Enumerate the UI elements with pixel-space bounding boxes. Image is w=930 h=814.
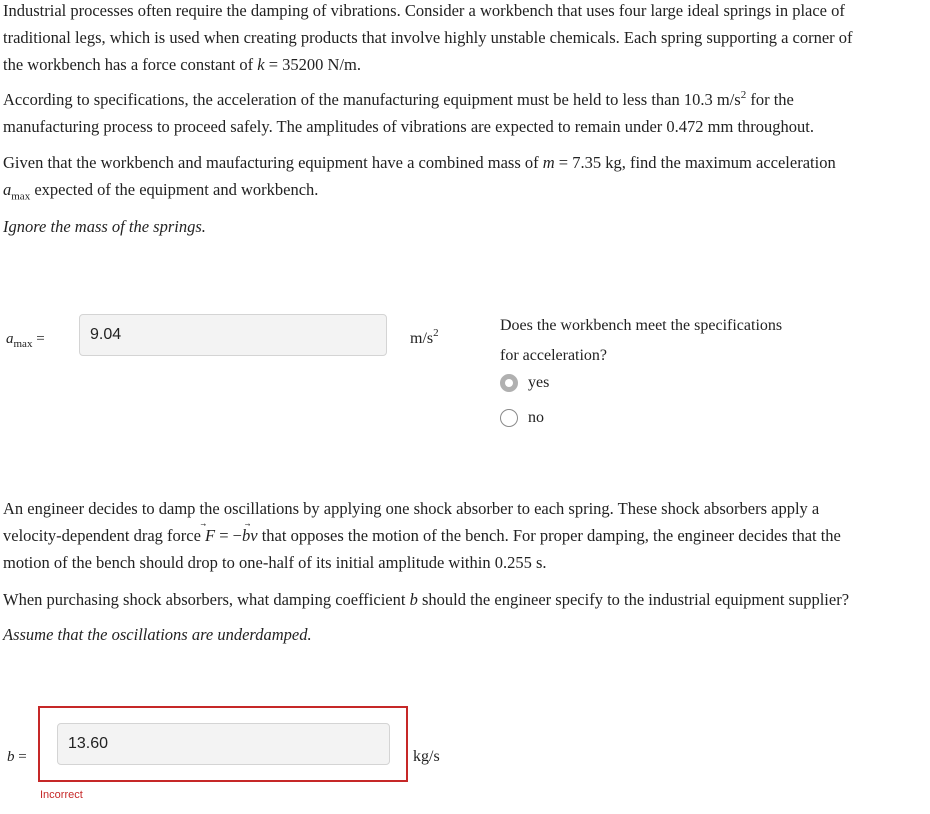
spec-paragraph: According to specifications, the acceleration of the manufacturing equipment must be held to less than 10.3 $m/s^2$ for the manufacturing process to proceed safely. The amplitudes of vibrations are expected to remain under 0.472 mm throughout.	[3, 88, 815, 136]
radio-unselected-icon[interactable]	[500, 409, 518, 427]
incorrect-status: Incorrect	[40, 789, 83, 801]
intro-line: Industrial processes often require the damping of vibrations. Consider a workbench that uses four large ideal springs in place of	[3, 1, 845, 20]
velocity-vector: v	[250, 526, 258, 545]
amax-unit: $m/s^2$	[410, 326, 439, 347]
given-paragraph: Given that the workbench and maufacturing equipment have a combined mass of m = 7.35 kg, find the maximum acceleration $a_{max}$ expected of the equipment and workbench.	[3, 153, 836, 203]
b-unit: kg/s	[413, 748, 440, 765]
part2-question: When purchasing shock absorbers, what damping coefficient b should the engineer specify to the industrial equipment supplier?	[3, 590, 850, 609]
problem-intro	[3, 0, 926, 78]
assume-note: Assume that the oscillations are underdamped.	[3, 625, 312, 644]
radio-option-no[interactable]	[500, 409, 544, 427]
radio-selected-icon[interactable]	[500, 374, 518, 392]
intro-line: the workbench has a force constant of k = 35200 N/m.	[3, 55, 361, 74]
b-label: b =	[7, 749, 27, 765]
amax-input[interactable]: 9.04	[79, 314, 387, 356]
b-input[interactable]: 13.60	[57, 723, 390, 765]
radio-label: no	[528, 409, 544, 426]
part2-paragraph: An engineer decides to damp the oscillations by applying one shock absorber to each spring. These shock absorbers apply a velocity-dependent drag force F = −bv that opposes the motion of the bench. For proper damping, the engineer decides that the motion of the bench should drop to one-half of its initial amplitude within 0.255 s.	[3, 499, 841, 572]
radio-label: yes	[528, 374, 550, 391]
spec-question: Does the workbench meet the specifications for acceleration?	[500, 317, 783, 364]
intro-line: traditional legs, which is used when creating products that involve highly unstable chemicals. Each spring supporting a corner of	[3, 28, 853, 47]
ignore-note: Ignore the mass of the springs.	[3, 217, 206, 236]
radio-option-yes[interactable]	[500, 374, 549, 392]
amax-label: $a_{max}$ =	[6, 331, 45, 350]
force-vector: F	[205, 526, 216, 545]
